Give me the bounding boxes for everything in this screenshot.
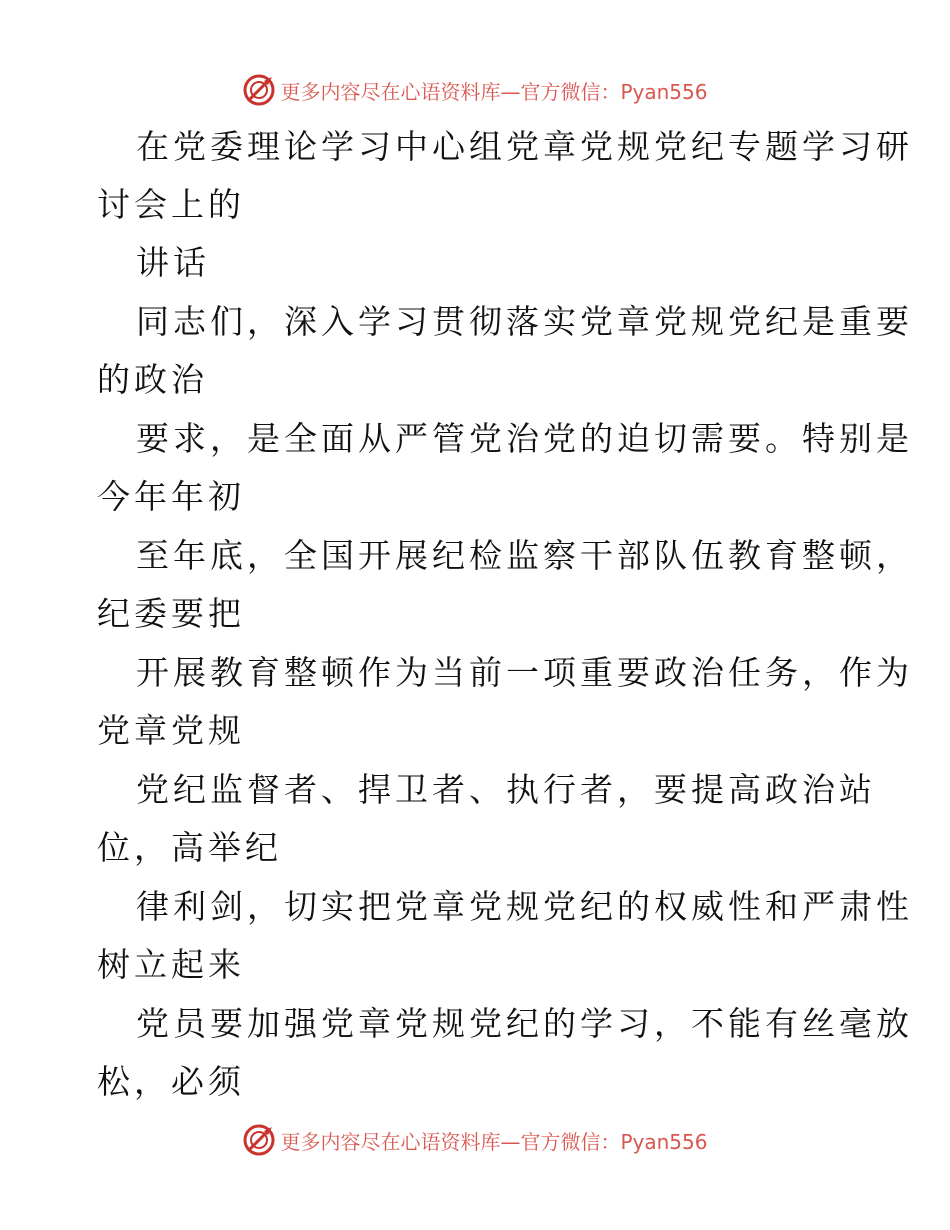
text-line: 位，高举纪	[97, 828, 282, 867]
text-line: 讨会上的	[97, 185, 245, 224]
text-line: 同志们，深入学习贯彻落实党章党规党纪是重要	[136, 302, 913, 341]
text-line: 的政治	[97, 360, 208, 399]
footer-watermark	[0, 1120, 950, 1160]
header-watermark	[0, 70, 950, 110]
text-line: 要求，是全面从严管党治党的迫切需要。特别是	[136, 419, 913, 458]
text-line: 松，必须	[97, 1062, 245, 1101]
text-line: 在党委理论学习中心组党章党规党纪专题学习研	[136, 127, 913, 166]
text-line: 纪委要把	[97, 594, 245, 633]
watermark-text: 更多内容尽在心语资料库—官方微信：Pyan556	[280, 79, 708, 104]
text-line: 树立起来	[97, 945, 245, 984]
seal-logo-icon	[242, 1123, 276, 1157]
text-line: 开展教育整顿作为当前一项重要政治任务，作为	[136, 653, 913, 692]
text-line: 今年年初	[97, 477, 245, 516]
watermark-text: 更多内容尽在心语资料库—官方微信：Pyan556	[280, 1129, 708, 1154]
seal-logo-icon	[242, 73, 276, 107]
text-line: 党纪监督者、捍卫者、执行者，要提高政治站	[136, 770, 876, 809]
text-line: 讲话	[136, 243, 210, 282]
text-line: 党员要加强党章党规党纪的学习，不能有丝毫放	[136, 1004, 913, 1043]
text-line: 党章党规	[97, 711, 245, 750]
text-line: 至年底，全国开展纪检监察干部队伍教育整顿，	[136, 536, 913, 575]
text-line: 律利剑，切实把党章党规党纪的权威性和严肃性	[136, 887, 913, 926]
